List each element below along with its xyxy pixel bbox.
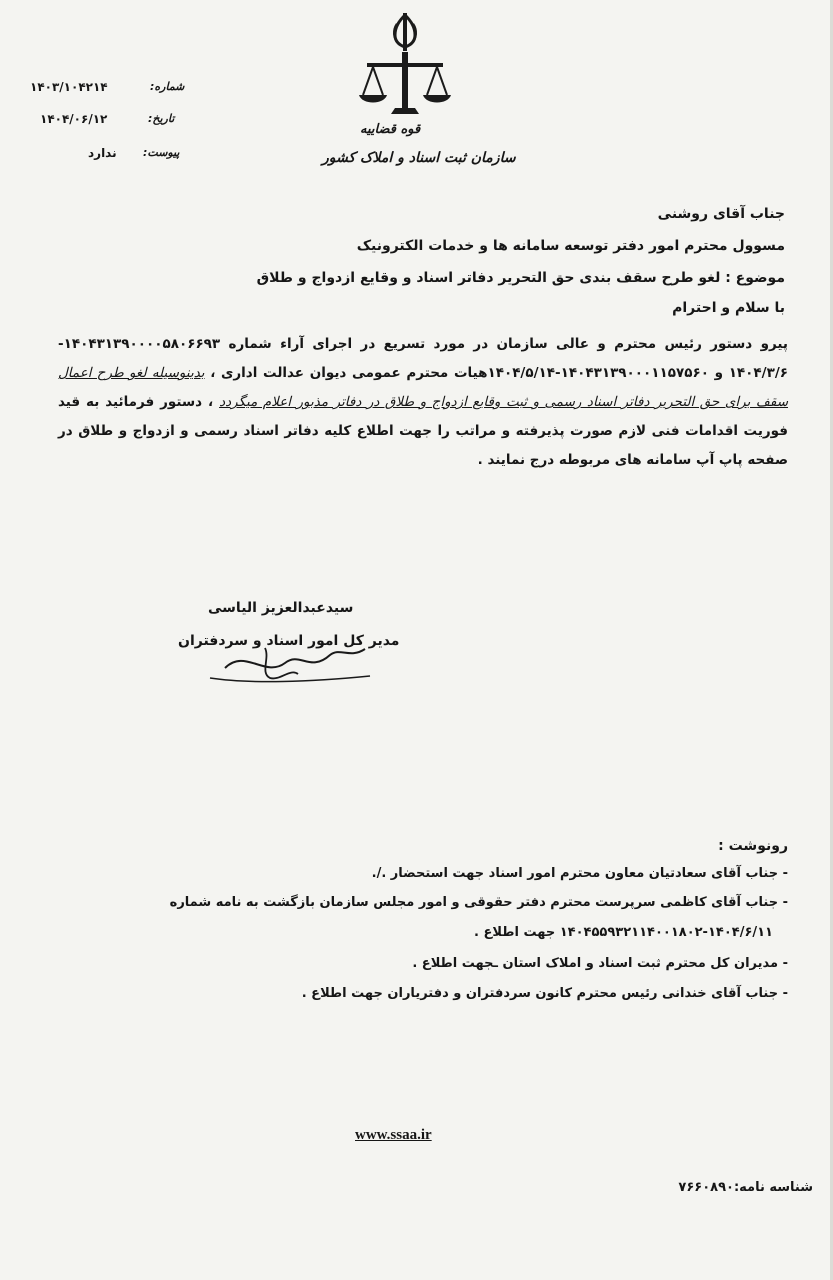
cc-item-3: ۱۴۰۴۵۵۹۳۲۱۱۴۰۰۱۸۰۲-۱۴۰۴/۶/۱۱ جهت اطلاع .	[474, 925, 773, 940]
body-text-1: پیرو دستور رئیس محترم و عالی سازمان در مورد تسریع در اجرای آراء شماره ۱۴۰۴۳۱۳۹۰۰۰۰۵۸۰۶۶۹۳- ۱۴۰۴/۳/۶ و ۱۴۰۴۳۱۳۹۰۰۰۱۱۵۷۵۶۰-۱۴۰۴/۵/۱۴هیات محترم عمومی دیوان عدالت اداری ،	[58, 336, 788, 381]
number-value: ۱۴۰۳/۱۰۴۲۱۴	[30, 80, 108, 94]
letter-id: شناسه نامه:۷۶۶۰۸۹۰	[678, 1180, 813, 1195]
cc-title: رونوشت :	[718, 838, 788, 854]
website-link[interactable]: www.ssaa.ir	[355, 1127, 432, 1143]
org-line-1: قوه قضاییه	[360, 122, 421, 137]
subject: موضوع : لغو طرح سقف بندی حق التحریر دفاتر اسناد و وقایع ازدواج و طلاق	[256, 270, 785, 286]
attachment-value: ندارد	[88, 146, 117, 160]
body-text-2: ، دستور فرمائید به قید فوریت اقدامات فنی لازم صورت پذیرفته و مراتب را جهت اطلاع کلیه دفاتر اسناد رسمی و ازدواج و طلاق در صفحه پاپ آپ سامانه های مربوطه درج نمایند .	[58, 394, 788, 468]
body-text-underlined: بدینوسیله لغو طرح اعمال سقف برای حق التحریر دفاتر اسناد رسمی و ثبت وقایع ازدواج و طلاق در دفاتر مذبور اعلام میگردد	[58, 365, 789, 410]
cc-item-1: - جناب آقای سعادتیان معاون محترم امور اسناد جهت استحضار ./.	[371, 866, 788, 881]
judiciary-emblem-icon	[355, 10, 455, 125]
recipient-title: مسوول محترم امور دفتر توسعه سامانه ها و خدمات الکترونیک	[356, 238, 785, 254]
greeting: با سلام و احترام	[672, 300, 785, 316]
date-label: تاریخ:	[148, 112, 175, 125]
body-paragraph	[58, 330, 788, 475]
signature-scribble-icon	[205, 628, 375, 688]
date-value: ۱۴۰۴/۰۶/۱۲	[40, 112, 108, 126]
org-line-2: سازمان ثبت اسناد و املاک کشور	[322, 150, 516, 166]
recipient: جناب آقای روشنی	[657, 206, 785, 222]
cc-item-5: - جناب آقای خندانی رئیس محترم کانون سردفتران و دفتریاران جهت اطلاع .	[301, 986, 788, 1001]
cc-item-2: - جناب آقای کاظمی سرپرست محترم دفتر حقوقی و امور مجلس سازمان بازگشت به نامه شماره	[169, 895, 788, 910]
attachment-label: پیوست:	[143, 146, 180, 159]
signatory-title: مدیر کل امور اسناد و سردفتران	[178, 633, 400, 649]
signatory-name: سیدعبدالعزیز الیاسی	[208, 600, 354, 616]
cc-item-4: - مدیران کل محترم ثبت اسناد و املاک استان ـجهت اطلاع .	[412, 956, 788, 971]
number-label: شماره:	[150, 80, 185, 93]
